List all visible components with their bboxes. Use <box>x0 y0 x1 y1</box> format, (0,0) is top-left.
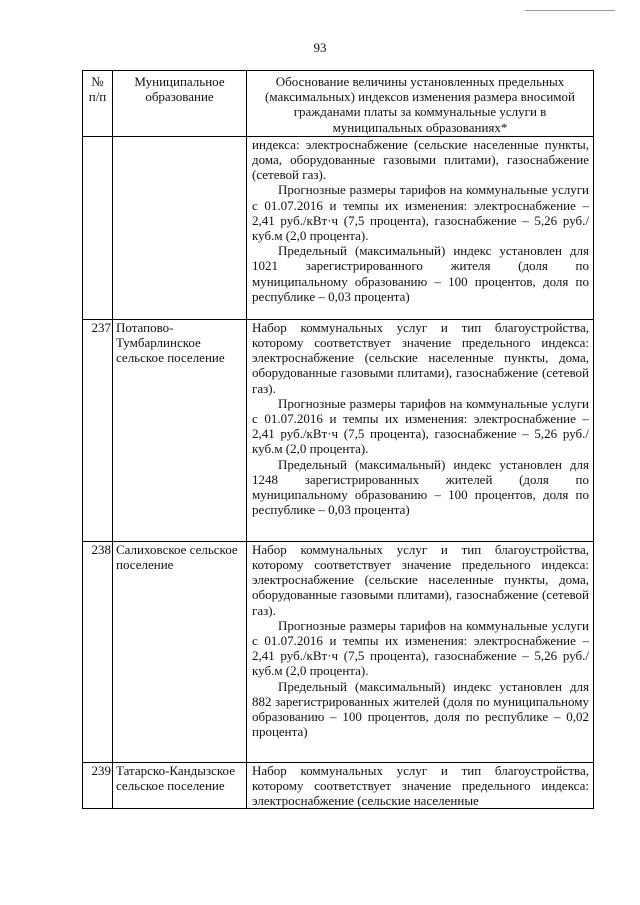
justification-cell <box>247 541 594 762</box>
municipality-name <box>113 136 247 319</box>
table-row <box>83 541 594 762</box>
utility-set-text: Набор коммунальных услуг и тип благоустройства, которому соответствует значение предельного индекса: электроснабжение (сельские населенные пункты, дома, оборудованные газовыми плитами), газоснабжение (сетевой газ). <box>252 319 589 396</box>
index-limit-text: Предельный (максимальный) индекс установлен для 1248 зарегистрированных жителей (доля по муниципальному образованию – 100 процентов, доля по республике – 0,03 процента) <box>252 456 589 518</box>
table-row <box>83 762 594 809</box>
municipal-index-table <box>82 70 594 809</box>
header-justification: Обоснование величины установленных предельных (максимальных) индексов изменения размера вносимой гражданами платы за коммунальные услуги в муниципальных образованиях* <box>247 71 594 137</box>
municipality-name: Потапово-Тумбарлинское сельское поселение <box>113 319 247 541</box>
header-num: № п/п <box>83 71 113 137</box>
utility-set-text: Набор коммунальных услуг и тип благоустройства, которому соответствует значение предельного индекса: электроснабжение (сельские населенные пункты, дома, оборудованные газовыми плитами), газоснабжение (сетевой газ). <box>252 541 589 618</box>
row-number: 239 <box>83 762 113 809</box>
row-number: 237 <box>83 319 113 541</box>
row-number: 238 <box>83 541 113 762</box>
top-margin-line <box>525 10 615 11</box>
justification-cell <box>247 319 594 541</box>
municipality-name: Татарско-Кандызское сельское поселение <box>113 762 247 809</box>
table-row <box>83 319 594 541</box>
justification-cell <box>247 136 594 319</box>
utility-set-text: индекса: электроснабжение (сельские населенные пункты, дома, оборудованные газовыми плитами), газоснабжение (сетевой газ). <box>252 136 589 183</box>
tariff-forecast-text: Прогнозные размеры тарифов на коммунальные услуги с 01.07.2016 и темпы их изменения: электроснабжение – 2,41 руб./кВт·ч (7,5 процента), газоснабжение – 5,26 руб./куб.м (2,0 процента). <box>252 617 589 679</box>
header-municipality: Муниципальное образование <box>113 71 247 137</box>
justification-cell <box>247 762 594 809</box>
utility-set-text: Набор коммунальных услуг и тип благоустройства, которому соответствует значение предельного индекса: электроснабжение (сельские населенные <box>252 762 589 809</box>
tariff-forecast-text: Прогнозные размеры тарифов на коммунальные услуги с 01.07.2016 и темпы их изменения: электроснабжение – 2,41 руб./кВт·ч (7,5 процента), газоснабжение – 5,26 руб./куб.м (2,0 процента). <box>252 182 589 244</box>
municipality-name: Салиховское сельское поселение <box>113 541 247 762</box>
page-number: 93 <box>313 40 327 55</box>
table-header-row <box>83 71 594 137</box>
tariff-forecast-text: Прогнозные размеры тарифов на коммунальные услуги с 01.07.2016 и темпы их изменения: электроснабжение – 2,41 руб./кВт·ч (7,5 процента), газоснабжение – 5,26 руб./куб.м (2,0 процента). <box>252 395 589 457</box>
index-limit-text: Предельный (максимальный) индекс установлен для 882 зарегистрированных жителей (доля по муниципальному образованию – 100 процентов, доля по республике – 0,02 процента) <box>252 678 589 740</box>
row-number <box>83 136 113 319</box>
index-limit-text: Предельный (максимальный) индекс установлен для 1021 зарегистрированного жителя (доля по муниципальному образованию – 100 процентов, доля по республике – 0,03 процента) <box>252 243 589 304</box>
table-row <box>83 136 594 319</box>
